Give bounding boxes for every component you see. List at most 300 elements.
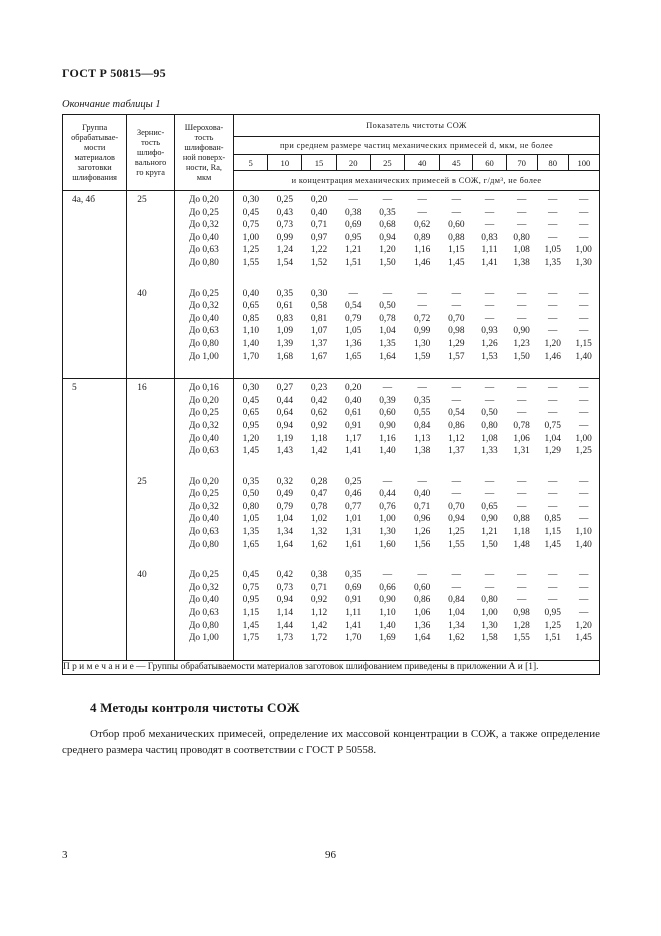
concentration-value: 1,02 <box>310 514 328 525</box>
roughness-value: До 0,63 <box>188 527 219 538</box>
roughness-value: До 0,25 <box>188 207 219 218</box>
concentration-value: 1,45 <box>242 446 260 457</box>
value-cell <box>405 473 440 567</box>
group-value <box>72 569 126 582</box>
concentration-value: 0,54 <box>448 408 465 419</box>
concentration-value: — <box>451 570 462 581</box>
roughness-value: До 0,40 <box>188 313 219 324</box>
concentration-value: 1,25 <box>575 446 592 457</box>
value-cell <box>440 379 473 473</box>
concentration-value: — <box>548 220 558 231</box>
concentration-value: 1,30 <box>379 527 396 538</box>
concentration-value: 1,40 <box>575 539 592 550</box>
concentration-value: 1,59 <box>413 351 431 362</box>
concentration-value: 0,91 <box>345 420 362 431</box>
concentration-value: 0,75 <box>242 220 260 231</box>
concentration-value: — <box>548 207 558 218</box>
concentration-value: 0,79 <box>276 501 294 512</box>
concentration-value: 1,24 <box>276 245 294 256</box>
concentration-value: 0,30 <box>310 288 328 299</box>
value-cell <box>268 566 302 660</box>
concentration-value: 0,90 <box>481 514 498 525</box>
group-value <box>72 476 126 489</box>
concentration-value: — <box>578 489 589 500</box>
concentration-value: 0,97 <box>310 232 328 243</box>
concentration-value: 1,20 <box>575 620 592 631</box>
header-line: Группа <box>82 122 108 132</box>
concentration-value: 0,28 <box>310 476 328 487</box>
concentration-value: 0,25 <box>345 476 362 487</box>
value-cell <box>234 191 268 285</box>
header-purity: Показатель чистоты СОЖ <box>234 115 600 137</box>
concentration-value: 0,23 <box>310 383 328 394</box>
header-line: Шерохова- <box>184 122 224 132</box>
value-cell <box>234 566 268 660</box>
concentration-value: 1,36 <box>413 620 431 631</box>
concentration-value: 1,41 <box>345 620 362 631</box>
grit-value: 25 <box>137 476 147 487</box>
concentration-value: — <box>451 301 462 312</box>
value-cell <box>440 473 473 567</box>
concentration-value: 1,00 <box>575 433 592 444</box>
concentration-value: 0,88 <box>513 514 530 525</box>
value-cell <box>268 191 302 285</box>
concentration-value: 1,60 <box>379 539 396 550</box>
table-block <box>63 566 600 660</box>
concentration-value: 0,81 <box>310 313 328 324</box>
concentration-value: — <box>451 383 462 394</box>
concentration-value: 1,38 <box>413 446 431 457</box>
concentration-value: 0,45 <box>242 395 260 406</box>
concentration-value: — <box>451 207 462 218</box>
concentration-value: 1,15 <box>544 527 561 538</box>
concentration-value: 0,62 <box>413 220 431 231</box>
roughness-value: До 0,80 <box>188 620 219 631</box>
concentration-value: 0,99 <box>413 326 431 337</box>
value-cell <box>405 191 440 285</box>
concentration-value: 1,20 <box>242 433 260 444</box>
concentration-value: 1,09 <box>276 326 294 337</box>
concentration-value: — <box>578 420 589 431</box>
header-size: 40 <box>405 155 440 171</box>
concentration-value: — <box>417 207 427 218</box>
concentration-value: 0,42 <box>276 570 294 581</box>
concentration-value: — <box>578 501 589 512</box>
concentration-value: — <box>548 313 558 324</box>
concentration-value: 0,62 <box>310 408 328 419</box>
concentration-value: 0,98 <box>448 326 465 337</box>
concentration-value: 0,60 <box>448 220 465 231</box>
concentration-value: — <box>516 395 527 406</box>
concentration-value: 1,04 <box>448 608 465 619</box>
header-line: шлифо- <box>136 147 165 157</box>
concentration-value: 0,92 <box>310 420 328 431</box>
value-cell <box>537 285 568 379</box>
header-line: го круга <box>136 167 165 177</box>
concentration-value: 0,83 <box>481 232 498 243</box>
concentration-value: 1,00 <box>575 245 592 256</box>
grit-cell <box>127 379 175 473</box>
concentration-value: 1,21 <box>345 245 362 256</box>
concentration-value: 0,94 <box>448 514 465 525</box>
concentration-value: 0,96 <box>413 514 431 525</box>
header-roughness <box>174 115 233 191</box>
concentration-value: — <box>578 595 589 606</box>
concentration-value: 0,85 <box>242 313 260 324</box>
roughness-cell <box>174 379 233 473</box>
header-size: 15 <box>302 155 336 171</box>
concentration-value: 1,16 <box>413 245 431 256</box>
concentration-value: 1,55 <box>513 633 530 644</box>
concentration-value: 1,11 <box>481 245 498 256</box>
concentration-value: — <box>578 395 589 406</box>
concentration-value: — <box>484 301 495 312</box>
concentration-value: 1,05 <box>544 245 561 256</box>
concentration-value: 0,80 <box>481 420 498 431</box>
concentration-value: 1,43 <box>276 446 294 457</box>
concentration-value: 1,30 <box>575 257 592 268</box>
concentration-value: 0,58 <box>310 301 328 312</box>
section-paragraph: Отбор проб механических примесей, определение их массовой концентрации в СОЖ, а также определение среднего размера частиц проводят в соответствии с ГОСТ Р 50558. <box>62 728 600 756</box>
value-cell <box>440 285 473 379</box>
roughness-value: До 0,80 <box>188 338 219 349</box>
concentration-value: — <box>548 476 558 487</box>
concentration-value: 0,86 <box>413 595 431 606</box>
concentration-value: 1,55 <box>448 539 465 550</box>
roughness-value: До 0,40 <box>188 433 219 444</box>
concentration-value: — <box>548 383 558 394</box>
roughness-cell <box>174 285 233 379</box>
concentration-value: 0,40 <box>242 288 260 299</box>
header-line: ной поверх- <box>182 152 226 162</box>
concentration-value: — <box>382 570 393 581</box>
concentration-value: 0,90 <box>379 595 396 606</box>
concentration-value: 1,69 <box>379 633 396 644</box>
roughness-value: До 0,32 <box>188 301 219 312</box>
concentration-value: 1,41 <box>345 446 362 457</box>
concentration-value: 0,68 <box>379 220 396 231</box>
header-size: 25 <box>370 155 404 171</box>
value-cell <box>268 473 302 567</box>
value-cell <box>405 379 440 473</box>
concentration-value: 1,00 <box>379 514 396 525</box>
table-note: П р и м е ч а н и е — Группы обрабатываемости материалов заготовок шлифованием приведены в приложении А и [1]. <box>63 660 600 674</box>
concentration-value: 0,35 <box>379 207 396 218</box>
concentration-value: 1,48 <box>513 539 530 550</box>
roughness-value: До 0,40 <box>188 514 219 525</box>
concentration-value: — <box>578 608 589 619</box>
concentration-value: 0,40 <box>345 395 362 406</box>
page-number: 96 <box>325 849 336 861</box>
header-size: 80 <box>537 155 568 171</box>
concentration-value: 0,72 <box>413 313 431 324</box>
header-line: тость <box>141 137 161 147</box>
concentration-value: 0,94 <box>276 595 294 606</box>
concentration-value: 1,04 <box>544 433 561 444</box>
grit-cell <box>127 191 175 285</box>
header-line: заготовки <box>77 162 112 172</box>
concentration-value: 0,80 <box>481 595 498 606</box>
concentration-value: 0,32 <box>276 476 294 487</box>
header-line: шлифован- <box>184 142 224 152</box>
concentration-value: 0,61 <box>345 408 362 419</box>
concentration-value: — <box>451 288 462 299</box>
concentration-value: 1,75 <box>242 633 260 644</box>
concentration-value: 0,40 <box>413 489 431 500</box>
concentration-value: 1,38 <box>513 257 530 268</box>
concentration-value: 0,94 <box>379 232 396 243</box>
concentration-value: 0,79 <box>345 313 362 324</box>
concentration-value: 1,67 <box>310 351 328 362</box>
concentration-value: 0,86 <box>448 420 465 431</box>
value-cell <box>405 566 440 660</box>
concentration-value: 1,40 <box>242 338 260 349</box>
concentration-value: 0,30 <box>242 195 260 205</box>
concentration-value: 0,78 <box>379 313 396 324</box>
value-cell <box>405 285 440 379</box>
concentration-value: 1,25 <box>544 620 561 631</box>
concentration-value: 1,00 <box>242 232 260 243</box>
footer-left-number: 3 <box>62 849 68 861</box>
concentration-value: 0,65 <box>242 408 260 419</box>
concentration-value: 1,18 <box>310 433 328 444</box>
grit-value: 25 <box>137 195 147 205</box>
value-cell <box>336 191 370 285</box>
concentration-value: 0,66 <box>379 582 396 593</box>
concentration-value: 1,13 <box>413 433 431 444</box>
value-cell <box>473 285 506 379</box>
section-heading: 4 Методы контроля чистоты СОЖ <box>90 700 300 715</box>
concentration-value: 1,51 <box>544 633 561 644</box>
concentration-value: — <box>578 476 589 487</box>
header-line: ности, Ra, <box>185 162 222 172</box>
concentration-value: 0,39 <box>379 395 396 406</box>
concentration-value: 0,92 <box>310 595 328 606</box>
roughness-value: До 0,63 <box>188 326 219 337</box>
concentration-value: 1,51 <box>345 257 362 268</box>
concentration-value: 1,05 <box>242 514 260 525</box>
value-cell <box>506 379 537 473</box>
concentration-value: — <box>417 288 427 299</box>
roughness-value: До 0,20 <box>188 195 219 205</box>
concentration-value: 0,60 <box>413 582 431 593</box>
concentration-value: 1,05 <box>345 326 362 337</box>
concentration-value: 0,69 <box>345 220 362 231</box>
concentration-value: 1,26 <box>413 527 431 538</box>
header-line: мости <box>83 142 106 152</box>
concentration-value: 0,49 <box>276 489 294 500</box>
concentration-value: 1,07 <box>310 326 328 337</box>
grit-cell <box>127 285 175 379</box>
concentration-value: — <box>578 408 589 419</box>
concentration-value: 1,35 <box>379 338 396 349</box>
concentration-value: 1,16 <box>379 433 396 444</box>
roughness-value: До 0,32 <box>188 220 219 231</box>
concentration-value: 0,43 <box>276 207 294 218</box>
concentration-value: — <box>548 232 558 243</box>
roughness-value: До 1,00 <box>188 633 219 644</box>
concentration-value: 1,31 <box>345 527 362 538</box>
concentration-value: — <box>382 288 393 299</box>
value-cell <box>537 191 568 285</box>
concentration-value: — <box>578 326 589 337</box>
concentration-value: 1,14 <box>276 608 294 619</box>
concentration-value: 1,40 <box>575 351 592 362</box>
concentration-value: — <box>484 489 495 500</box>
value-cell <box>568 566 599 660</box>
roughness-value: До 0,63 <box>188 245 219 256</box>
value-cell <box>302 379 336 473</box>
concentration-value: — <box>578 570 589 581</box>
concentration-value: 0,38 <box>345 207 362 218</box>
concentration-value: 1,46 <box>544 351 561 362</box>
concentration-value: 1,50 <box>379 257 396 268</box>
concentration-value: 1,37 <box>448 446 465 457</box>
concentration-value: 1,57 <box>448 351 465 362</box>
concentration-value: 1,64 <box>379 351 396 362</box>
roughness-value: До 0,63 <box>188 446 219 457</box>
roughness-value: До 0,32 <box>188 501 219 512</box>
concentration-value: 1,54 <box>276 257 294 268</box>
concentration-value: 0,47 <box>310 489 328 500</box>
concentration-value: 1,19 <box>276 433 294 444</box>
concentration-value: 0,55 <box>413 408 431 419</box>
concentration-value: 0,61 <box>276 301 294 312</box>
concentration-value: 1,70 <box>345 633 362 644</box>
concentration-value: 1,40 <box>379 446 396 457</box>
concentration-value: — <box>451 489 462 500</box>
concentration-value: 1,29 <box>448 338 465 349</box>
concentration-value: 0,84 <box>413 420 431 431</box>
value-cell <box>302 473 336 567</box>
group-value: 4а, 4б <box>72 195 95 205</box>
concentration-value: 0,40 <box>310 207 328 218</box>
concentration-value: 1,64 <box>413 633 431 644</box>
concentration-value: 0,35 <box>345 570 362 581</box>
concentration-value: 1,46 <box>413 257 431 268</box>
concentration-value: 0,99 <box>276 232 294 243</box>
value-cell <box>440 566 473 660</box>
concentration-value: 0,50 <box>481 408 498 419</box>
value-cell <box>268 285 302 379</box>
roughness-value: До 0,63 <box>188 608 219 619</box>
grit-cell <box>127 566 175 660</box>
concentration-value: 1,15 <box>448 245 465 256</box>
concentration-value: — <box>548 288 558 299</box>
concentration-value: 0,25 <box>276 195 294 205</box>
value-cell <box>473 379 506 473</box>
header-line: тость <box>194 132 214 142</box>
concentration-value: 1,20 <box>544 338 561 349</box>
concentration-value: 1,30 <box>413 338 431 349</box>
roughness-value: До 0,80 <box>188 539 219 550</box>
table-block <box>63 473 600 567</box>
concentration-value: — <box>548 501 558 512</box>
concentration-value: — <box>578 207 589 218</box>
concentration-value: — <box>484 220 495 231</box>
concentration-value: 1,62 <box>310 539 328 550</box>
value-cell <box>234 379 268 473</box>
value-cell <box>473 473 506 567</box>
value-cell <box>336 285 370 379</box>
grit-value: 40 <box>137 288 147 299</box>
concentration-value: 1,29 <box>544 446 561 457</box>
concentration-value: — <box>516 195 527 205</box>
concentration-value: — <box>578 220 589 231</box>
concentration-value: 0,69 <box>345 582 362 593</box>
concentration-value: 1,53 <box>481 351 498 362</box>
concentration-value: 1,20 <box>379 245 396 256</box>
concentration-value: — <box>578 514 589 525</box>
concentration-value: 1,65 <box>242 539 260 550</box>
concentration-value: 0,54 <box>345 301 362 312</box>
roughness-value: До 0,40 <box>188 232 219 243</box>
roughness-value: До 0,40 <box>188 595 219 606</box>
concentration-value: 1,25 <box>242 245 260 256</box>
concentration-value: — <box>548 570 558 581</box>
concentration-value: 0,77 <box>345 501 362 512</box>
concentration-value: 0,78 <box>310 501 328 512</box>
concentration-value: 1,73 <box>276 633 294 644</box>
concentration-value: 0,44 <box>379 489 396 500</box>
concentration-value: 1,56 <box>413 539 431 550</box>
concentration-value: — <box>578 232 589 243</box>
concentration-value: 0,20 <box>345 383 362 394</box>
concentration-value: 1,55 <box>242 257 260 268</box>
roughness-value: До 0,25 <box>188 408 219 419</box>
concentration-value: 1,40 <box>379 620 396 631</box>
concentration-value: — <box>348 288 358 299</box>
concentration-value: — <box>516 408 527 419</box>
header-size: 60 <box>473 155 506 171</box>
concentration-value: 0,20 <box>310 195 328 205</box>
value-cell <box>506 285 537 379</box>
table-block <box>63 379 600 473</box>
concentration-value: 1,61 <box>345 539 362 550</box>
concentration-value: — <box>548 301 558 312</box>
value-cell <box>370 285 404 379</box>
concentration-value: 1,52 <box>310 257 328 268</box>
concentration-value: 1,28 <box>513 620 530 631</box>
roughness-value: До 0,16 <box>188 383 219 394</box>
concentration-value: 0,94 <box>276 420 294 431</box>
concentration-value: 1,12 <box>310 608 328 619</box>
value-cell <box>537 566 568 660</box>
concentration-value: 1,04 <box>379 326 396 337</box>
concentration-value: 0,46 <box>345 489 362 500</box>
header-line: шлифования <box>72 172 117 182</box>
header-size: 45 <box>440 155 473 171</box>
concentration-value: 1,10 <box>379 608 396 619</box>
group-cell <box>63 191 127 285</box>
concentration-value: 0,65 <box>481 501 498 512</box>
concentration-value: 1,12 <box>448 433 465 444</box>
concentration-value: 1,31 <box>513 446 530 457</box>
value-cell <box>568 285 599 379</box>
group-value: 5 <box>72 383 77 394</box>
concentration-value: 0,30 <box>242 383 260 394</box>
concentration-value: — <box>516 301 527 312</box>
concentration-value: 0,50 <box>242 489 260 500</box>
concentration-value: 0,35 <box>242 476 260 487</box>
concentration-value: 1,06 <box>413 608 431 619</box>
concentration-value: 0,84 <box>448 595 465 606</box>
concentration-value: 1,21 <box>481 527 498 538</box>
concentration-value: 1,45 <box>242 620 260 631</box>
concentration-value: 1,18 <box>513 527 530 538</box>
concentration-value: 1,17 <box>345 433 362 444</box>
concentration-value: 1,44 <box>276 620 294 631</box>
